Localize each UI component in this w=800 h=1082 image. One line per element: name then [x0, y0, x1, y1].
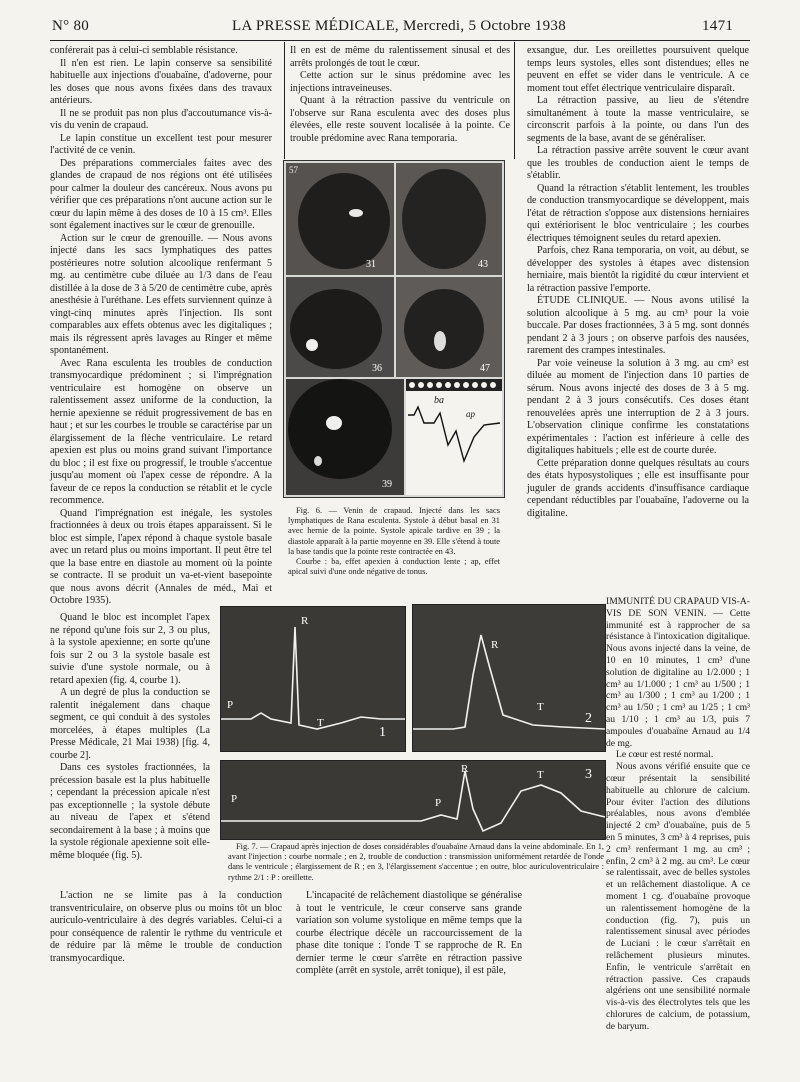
paragraph: ÉTUDE CLINIQUE. — Nous avons utilisé la solution alcoolique à 5 mg. au cm³ pour la voie buccale. Par doses fractionnées, 3 à 5 mg. sont donnés pendant 2 à 3 jours ; on observe parfois des nausées, rarement des crampes intestinales.	[527, 295, 749, 356]
paragraph: Quant à la rétraction passive du ventricule on l'observe sur Rana esculenta avec des doses plus élevées, elle reste souvent localisée à la pointe. Ce trouble prédomine avec Rana temporaria.	[290, 95, 510, 144]
figure-6-image	[284, 161, 504, 497]
paragraph: Avec Rana esculenta les troubles de conduction transmyocardique prédominent ; si l'imprégnation ventriculaire est homogène on observe un ralentissement assez uniforme de la conduction, la hernie apexienne se réduit progressivement de bas en haut ; et sur les courbes le trouble se caractérise par un élargissement de la flèche ventriculaire. Le retard apexien est plus ou moins grand suivant l'importance du bloc ; il est fixe ou progressif, le trouble s'accentue jusqu'au moment où l'apex cesse de répondre. A la faveur de ce repos la conduction se rétablit et le cycle recommence.	[50, 357, 272, 506]
paragraph: L'action ne se limite pas à la conduction transventriculaire, on observe plus ou moins tôt un bloc auriculo-ventriculaire à des degrés variables. Celui-ci a pour conséquence de ralentir le rythme du ventricule et de réduire par là même le trouble de conduction transmyocardique.	[50, 890, 282, 964]
column-1-continued	[50, 612, 210, 861]
paragraph: Quand le bloc est incomplet l'apex ne répond qu'une fois sur 2, 3 ou plus, à la systole apexienne; en sorte qu'une fois sur 2 ou 3 la systole basale est suivie d'une systole normale, ou à retard apexien (fig. 4, courbe 1).	[50, 612, 210, 686]
column-2	[290, 45, 510, 157]
figure-6-label: 43	[478, 259, 488, 270]
paragraph: Il ne se produit pas non plus d'accoutumance vis-à-vis du venin de crapaud.	[50, 107, 272, 131]
trace-label-ap: ap	[466, 409, 475, 419]
trace-label-p: P	[435, 797, 442, 809]
paragraph: Il en est de même du ralentissement sinusal et des arrêts prolongés de tout le cœur.	[290, 45, 510, 69]
figure-6-label: 31	[366, 259, 376, 270]
trace-label-r: R	[461, 763, 469, 775]
figure-7-panel-3	[220, 760, 606, 840]
paragraph: Des préparations commerciales faites avec des glandes de crapaud de nos régions ont été utilisées pour calmer la douleur des cancéreux. Nous avons pu vérifier que ces préparations n'ont aucune action sur le cœur du lapin même à des doses de 10 à 15 cm³. Elles sont également inactives sur le cœur de grenouille.	[50, 157, 272, 231]
column-1	[50, 45, 272, 610]
figure-6-plate	[283, 160, 505, 498]
paragraph: Il n'en est rien. Le lapin conserve sa sensibilité habituelle aux injections d'ouabaïne, d'adoverne, pour les doses que nous avons fixées dans des travaux antérieurs.	[50, 57, 272, 106]
trace-label-p: P	[231, 793, 238, 805]
paragraph: A un degré de plus la conduction se ralentit inégalement dans chaque segment, ce qui conduit à des systoles morcelées, à étapes multiples (La Presse Médicale, 21 Mai 1938) [fig. 4, courbe 2].	[50, 687, 210, 761]
caption-text: Fig. 6. — Venin de crapaud. Injecté dans les sacs lymphatiques de Rana esculenta. Systole à début basal en 31 avec hernie de la pointe. Systole apicale tardive en 39 ; la diastole apparaît à la partie moyenne en 39. Elle s'étend à toute la base tandis que la pointe reste contractée en 43.	[288, 506, 500, 556]
figure-7-panel-2	[412, 604, 606, 752]
figure-6-label-57: 57	[289, 165, 298, 175]
trace-label-t: T	[317, 717, 324, 729]
paragraph: Quand la rétraction s'établit lentement, les troubles de conduction transmyocardique se développent, mais l'état de rétraction s'oppose aux distensions herniaires qui extériorisent le bloc ventriculaire ; les courbes électriques témoignent seules du retard apexien.	[527, 182, 749, 244]
paragraph: La rétraction passive, au lieu de s'étendre simultanément à toute la masse ventriculaire, se circonscrit parfois à la pointe, ou dans l'un des segments de la base, avant de se généraliser.	[527, 95, 749, 144]
paragraph: La rétraction passive arrête souvent le cœur avant que les troubles de conduction aient le temps de s'établir.	[527, 145, 749, 181]
trace-label-t: T	[537, 769, 544, 781]
column-3	[527, 45, 749, 593]
figure-6-label: 47	[480, 363, 490, 374]
figure-7-caption	[228, 842, 604, 880]
trace-label-r: R	[491, 639, 499, 651]
trace-number: 1	[379, 725, 386, 740]
journal-title: LA PRESSE MÉDICALE, Mercredi, 5 Octobre 1938	[232, 18, 566, 34]
column-3-continued	[606, 596, 750, 1032]
figure-7-panel-1	[220, 606, 406, 752]
paragraph: IMMUNITÉ DU CRAPAUD VIS-A-VIS DE SON VENIN. — Cette immunité est à rapprocher de sa résistance à l'intoxication digitalique. Nous avons injecté dans la veine, de 10 en 10 minutes, 1 cm³ d'une solution de digitaline au 1/2.000 ; 1 cm³ au 1/1.000 ; 1 cm³ au 1/500 ; 1 cm³ au 1/300 ; 1 cm³ au 1/200 ; 1 cm³ au 1/50 ; 1 cm³ au 1/25 ; 1 cm³ au 1/10 ; 1 cm³ au 1/3, puis 7 ampoules d'ouabaïne Arnaud au 1/4 de mg.	[606, 596, 750, 749]
paragraph: Action sur le cœur de grenouille. — Nous avons injecté dans les sacs lymphatiques des pattes postérieures notre solution alcoolique renfermant 5 mg. au centimètre cube diluée au 1/3 dans de l'eau distillée à la dose de 3 à 5/20 de centimètre cube, après anesthésie à l'uréthane. Les effets surviennent quinze à vingt-cinq minutes après l'injection. Ils sont comparables aux effets obtenus avec les digitaliques ; mais ils régressent après lavages au Ringer et même spontanément.	[50, 232, 272, 356]
paragraph: Dans ces systoles fractionnées, la précession basale est la plus habituelle ; cependant la précession apicale n'est pas exceptionnelle ; la systole débute au niveau de l'apex et s'étend secondairement à la base ; à moins que la systole régionale apexienne soit elle-même bloquée (fig. 5).	[50, 762, 210, 861]
header-rule	[50, 40, 750, 41]
paragraph: conférerait pas à celui-ci semblable résistance.	[50, 45, 238, 56]
page-number: 1471	[702, 18, 734, 34]
column-rule	[284, 42, 285, 159]
paragraph: Cette action sur le sinus prédomine avec les injections intraveineuses.	[290, 70, 510, 94]
paragraph: Le cœur est resté normal.	[616, 749, 714, 761]
paragraph: Parfois, chez Rana temporaria, on voit, au début, se développer des systoles à étapes avec distension herniaire, mais bientôt la rigidité du cœur intervient et la rétraction passive l'emporte.	[527, 245, 749, 294]
trace-label-ba: ba	[434, 395, 444, 406]
paragraph: L'incapacité de relâchement diastolique se généralise à tout le ventricule, le cœur conserve sans grande variation son volume systolique en même temps que la courbe électrique décèle un raccourcissement de la phase dite tonique : l'onde T se rapproche de R. En dernier terme le cœur s'arrête en rétraction passive complète (arrêt en systole, arrêt tonique), il est pâle,	[296, 890, 522, 976]
paragraph: exsangue, dur. Les oreillettes poursuivent quelque temps leurs systoles, elles sont distendues; elles ne peuvent en effet se vider dans le ventricule. A ce moment tout effet électrique ventriculaire disparaît.	[527, 45, 749, 94]
figure-6-label: 36	[372, 363, 382, 374]
paragraph: Le lapin constitue un excellent test pour mesurer l'activité de ce venin.	[50, 132, 272, 156]
caption-legend: Courbe : ba, effet apexien à conduction lente ; ap, effet apical suivi d'une onde négative de tonus.	[288, 557, 500, 577]
figure-6-label: 39	[382, 479, 392, 490]
figure-6-caption	[288, 506, 500, 584]
issue-number: N° 80	[52, 18, 90, 34]
column-2-bottom	[296, 890, 522, 1020]
paragraph: Cette préparation donne quelques résultats au cours des états hyposystoliques ; elle est insuffisante pour juguler de grands accidents d'insuffisance cardiaque cependant réductibles par l'ouabaïne, l'adoverne ou la digitaline.	[527, 457, 749, 519]
paragraph: Par voie veineuse la solution à 3 mg. au cm³ est diluée au moment de l'injection dans 10 parties de sérum. Nous avons injecté des doses de 3 à 5 mg. pendant 2 à 3 jours consécutifs. Ces doses étant renouvelées après une interruption de 2 à 3 jours. L'observation clinique confirme les constatations expérimentales : l'action est inférieure à celle des digitaliques habituels ; elle est de courte durée.	[527, 357, 749, 456]
trace-label-r: R	[301, 615, 309, 627]
column-rule	[514, 42, 515, 159]
paragraph: Quand l'imprégnation est inégale, les systoles fractionnées à deux ou trois étapes apparaissent. Si le bloc est simple, l'apex répond à chaque systole basale avec un retard plus ou moins important. Il peut être tel que la base entre en diastole au moment où la pointe se contracte. Il se produit un va-et-vient basepointe que nous avons décrit (Annales de méd., Mai et Octobre 1935).	[50, 507, 272, 606]
trace-number: 3	[585, 767, 592, 782]
trace-label-t: T	[537, 701, 544, 713]
caption-text: Fig. 7. — Crapaud après injection de doses considérables d'ouabaïne Arnaud dans la veine abdominale. En 1, avant l'injection : courbe normale ; en 2, trouble de conduction : transmission uniformément retardée de l'onde dans le ventricule ; élargissement de R ; en 3, l'élargissement s'accentue ; en outre, bloc auriculoventriculaire : rythme 2/1 : P : oreillette.	[228, 842, 604, 882]
trace-label-p: P	[227, 699, 234, 711]
paragraph: Nous avons vérifié ensuite que ce cœur présentait la sensibilité habituelle au chlorure de calcium. Pour éviter l'action des dilutions préalables, nous avons d'emblée injecté 2 cm³ d'ouabaïne, puis de 5 en 5 minutes, 3 cm³ à 4 reprises, puis 2 cm³ renfermant 1 mg. au cm³ ; enfin, 2 cm³ à 2 mg. au cm³. Le cœur se ralentissait, avec de belles systoles et un relâchement diastolique. A ce moment 1 cg. d'ouabaïne provoque un ralentissement homogène de la conduction (fig. 7), puis un ralentissement sinusal avec périodes de Luciani : le cœur s'arrêtait en relâchement plusieurs minutes. Enfin, le ventricule s'arrêtait en rétraction passive. Ces crapauds algériens ont une sensibilité normale vis-à-vis des électrolytes tels que les chlorures de calcium, de potassium, de baryum.	[606, 761, 750, 1032]
trace-number: 2	[585, 711, 592, 726]
column-1-bottom	[50, 890, 282, 1020]
